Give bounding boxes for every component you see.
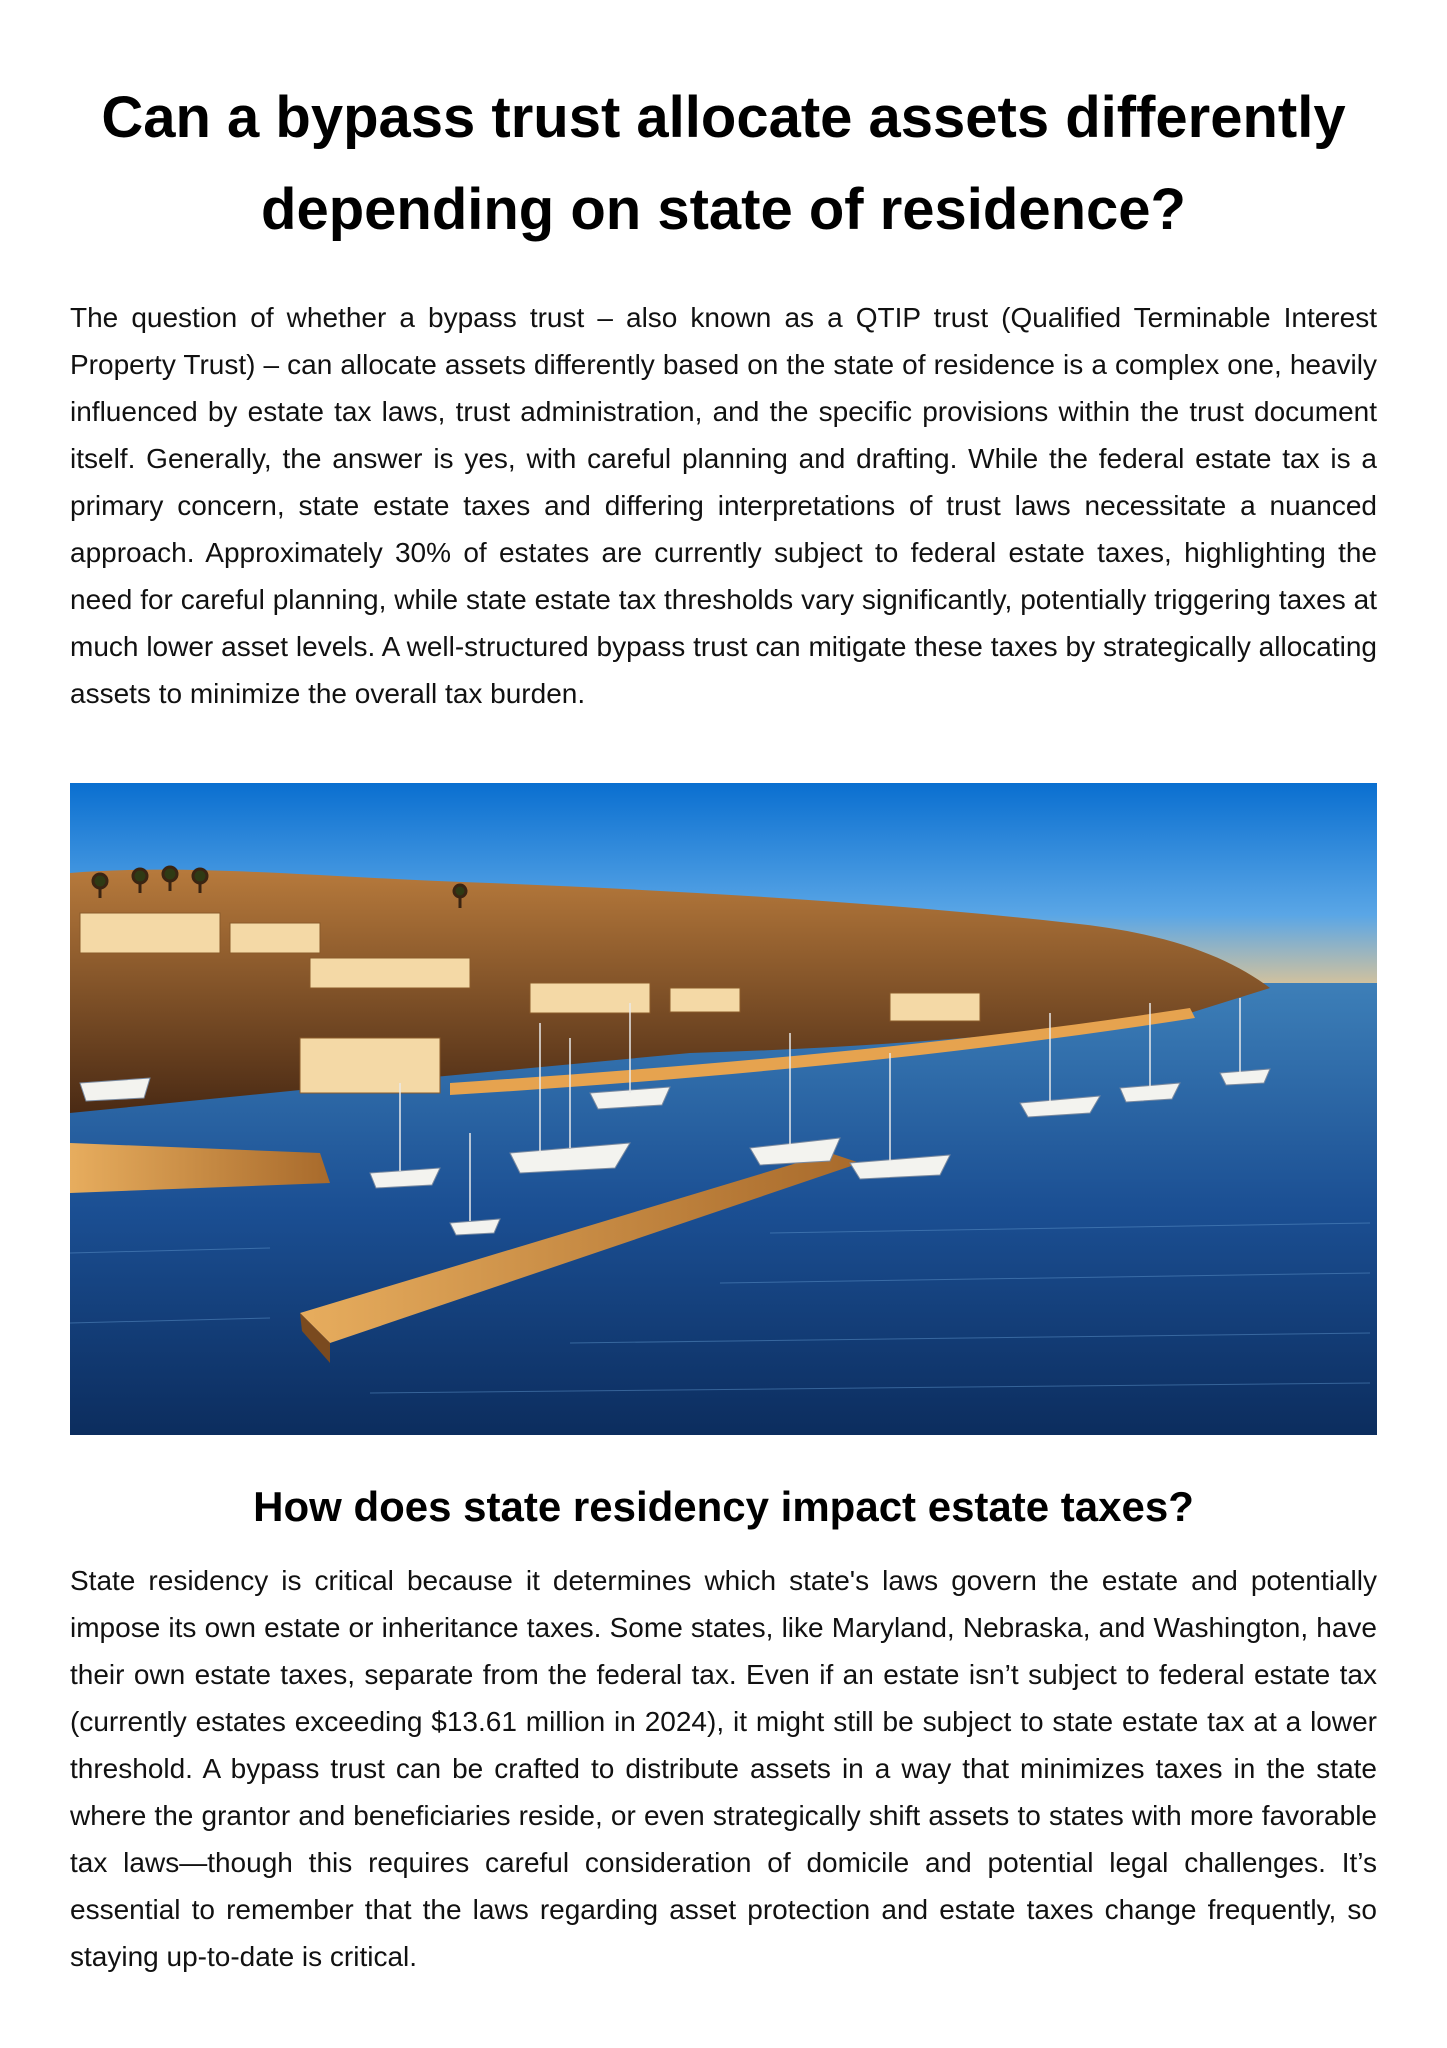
intro-paragraph: The question of whether a bypass trust – also known as a QTIP trust (Qualified Terminable Interest Property Trust) – can allocate assets differently based on the state of residence is a complex one, heavily influenced by estate tax laws, trust administration, and the specific provisions within the trust document itself. Generally, the answer is yes, with careful planning and drafting. While the federal estate tax is a primary concern, state estate taxes and differing interpretations of trust laws necessitate a nuanced approach. Approximately 30% of estates are currently subject to federal estate taxes, highlighting the need for careful planning, while state estate tax thresholds vary significantly, potentially triggering taxes at much lower asset levels. A well-structured bypass trust can mitigate these taxes by strategically allocating assets to minimize the overall tax burden. — [70, 302, 1377, 709]
hero-image-marina — [70, 783, 1377, 1435]
marina-illustration — [70, 783, 1377, 1435]
article-title: Can a bypass trust allocate assets differently depending on state of residence? — [101, 85, 1346, 242]
section-heading: How does state residency impact estate taxes? — [253, 1483, 1194, 1530]
section-paragraph: State residency is critical because it determines which state's laws govern the estate and potentially impose its own estate or inheritance taxes. Some states, like Maryland, Nebraska, and Washington, have their own estate taxes, separate from the federal tax. Even if an estate isn’t subject to federal estate tax (currently estates exceeding $13.61 million in 2024), it might still be subject to state estate tax at a lower threshold. A bypass trust can be crafted to distribute assets in a way that minimizes taxes in the state where the grantor and beneficiaries reside, or even strategically shift assets to states with more favorable tax laws—though this requires careful consideration of domicile and potential legal challenges. It’s essential to remember that the laws regarding asset protection and estate taxes change frequently, so staying up-to-date is critical. — [70, 1565, 1377, 1972]
article — [70, 0, 1377, 1980]
